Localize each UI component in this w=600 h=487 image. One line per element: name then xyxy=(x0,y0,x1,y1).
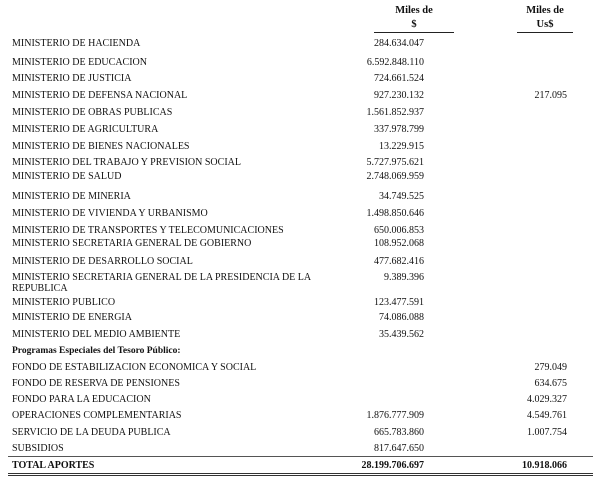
column-header-pesos-line1: Miles de xyxy=(395,5,433,16)
row-value-pesos: 284.634.047 xyxy=(374,38,424,49)
row-value-pesos: 1.561.852.937 xyxy=(366,107,424,118)
row-label: MINISTERIO DE AGRICULTURA xyxy=(12,124,159,135)
row-value-pesos: 9.389.396 xyxy=(384,272,424,283)
row-label: MINISTERIO DEL MEDIO AMBIENTE xyxy=(12,329,181,340)
row-value-pesos: 34.749.525 xyxy=(379,191,424,202)
row-label: FONDO PARA LA EDUCACION xyxy=(12,394,151,405)
row-value-usd: 1.007.754 xyxy=(527,427,567,438)
row-value-usd: 4.029.327 xyxy=(527,394,567,405)
section-heading: Programas Especiales del Tesoro Público: xyxy=(12,346,181,356)
row-value-pesos: 6.592.848.110 xyxy=(366,57,424,68)
row-value-pesos: 123.477.591 xyxy=(374,297,424,308)
row-label: MINISTERIO DE SALUD xyxy=(12,171,122,182)
row-label: MINISTERIO DE EDUCACION xyxy=(12,57,147,68)
row-value-pesos: 724.661.524 xyxy=(374,73,424,84)
row-value-pesos: 337.978.799 xyxy=(374,124,424,135)
total-label: TOTAL APORTES xyxy=(12,460,95,471)
row-label: MINISTERIO DE ENERGIA xyxy=(12,312,132,323)
column-header-usd-underline xyxy=(517,32,573,33)
row-value-pesos: 665.783.860 xyxy=(374,427,424,438)
row-label: SUBSIDIOS xyxy=(12,443,64,454)
column-header-usd-line2: Us$ xyxy=(536,19,554,30)
row-label: OPERACIONES COMPLEMENTARIAS xyxy=(12,410,182,421)
row-label: MINISTERIO DE OBRAS PUBLICAS xyxy=(12,107,173,118)
row-label: MINISTERIO DE JUSTICIA xyxy=(12,73,132,84)
row-label: MINISTERIO DE HACIENDA xyxy=(12,38,141,49)
total-bottom-rule-double xyxy=(8,475,593,476)
row-value-pesos: 650.006.853 xyxy=(374,225,424,236)
column-header-usd-line1: Miles de xyxy=(526,5,564,16)
column-header-usd xyxy=(515,4,575,32)
row-value-pesos: 35.439.562 xyxy=(379,329,424,340)
row-value-usd: 634.675 xyxy=(534,378,567,389)
row-label: MINISTERIO SECRETARIA GENERAL DE LA PRESIDENCIA DE LA REPUBLICA xyxy=(12,272,311,294)
row-label: MINISTERIO DEL TRABAJO Y PREVISION SOCIAL xyxy=(12,157,241,168)
column-header-pesos-underline xyxy=(374,32,454,33)
row-value-pesos: 927.230.132 xyxy=(374,90,424,101)
row-label: MINISTERIO DE BIENES NACIONALES xyxy=(12,141,190,152)
column-header-pesos-line2: $ xyxy=(411,19,417,30)
row-label: MINISTERIO PUBLICO xyxy=(12,297,116,308)
total-top-rule xyxy=(8,456,593,457)
row-label: SERVICIO DE LA DEUDA PUBLICA xyxy=(12,427,171,438)
row-value-pesos: 5.727.975.621 xyxy=(366,157,424,168)
row-value-pesos: 2.748.069.959 xyxy=(366,171,424,182)
row-value-usd: 4.549.761 xyxy=(527,410,567,421)
row-value-pesos: 1.498.850.646 xyxy=(366,208,424,219)
row-value-pesos: 108.952.068 xyxy=(374,238,424,249)
row-value-pesos: 13.229.915 xyxy=(379,141,424,152)
row-value-pesos: 1.876.777.909 xyxy=(366,410,424,421)
total-bottom-rule xyxy=(8,473,593,474)
row-label: MINISTERIO SECRETARIA GENERAL DE GOBIERNO xyxy=(12,238,252,249)
row-value-usd: 279.049 xyxy=(534,362,567,373)
row-value-pesos: 817.647.650 xyxy=(374,443,424,454)
row-label: MINISTERIO DE DEFENSA NACIONAL xyxy=(12,90,188,101)
row-value-pesos: 477.682.416 xyxy=(374,256,424,267)
row-label: FONDO DE RESERVA DE PENSIONES xyxy=(12,378,180,389)
total-value-usd: 10.918.066 xyxy=(522,460,567,471)
row-label: MINISTERIO DE TRANSPORTES Y TELECOMUNICACIONES xyxy=(12,225,284,236)
column-header-pesos xyxy=(374,4,454,32)
row-label: MINISTERIO DE DESARROLLO SOCIAL xyxy=(12,256,193,267)
total-value-pesos: 28.199.706.697 xyxy=(361,460,424,471)
row-value-usd: 217.095 xyxy=(534,90,567,101)
row-label: MINISTERIO DE MINERIA xyxy=(12,191,131,202)
row-label: MINISTERIO DE VIVIENDA Y URBANISMO xyxy=(12,208,208,219)
row-label: FONDO DE ESTABILIZACION ECONOMICA Y SOCIAL xyxy=(12,362,257,373)
row-value-pesos: 74.086.088 xyxy=(379,312,424,323)
